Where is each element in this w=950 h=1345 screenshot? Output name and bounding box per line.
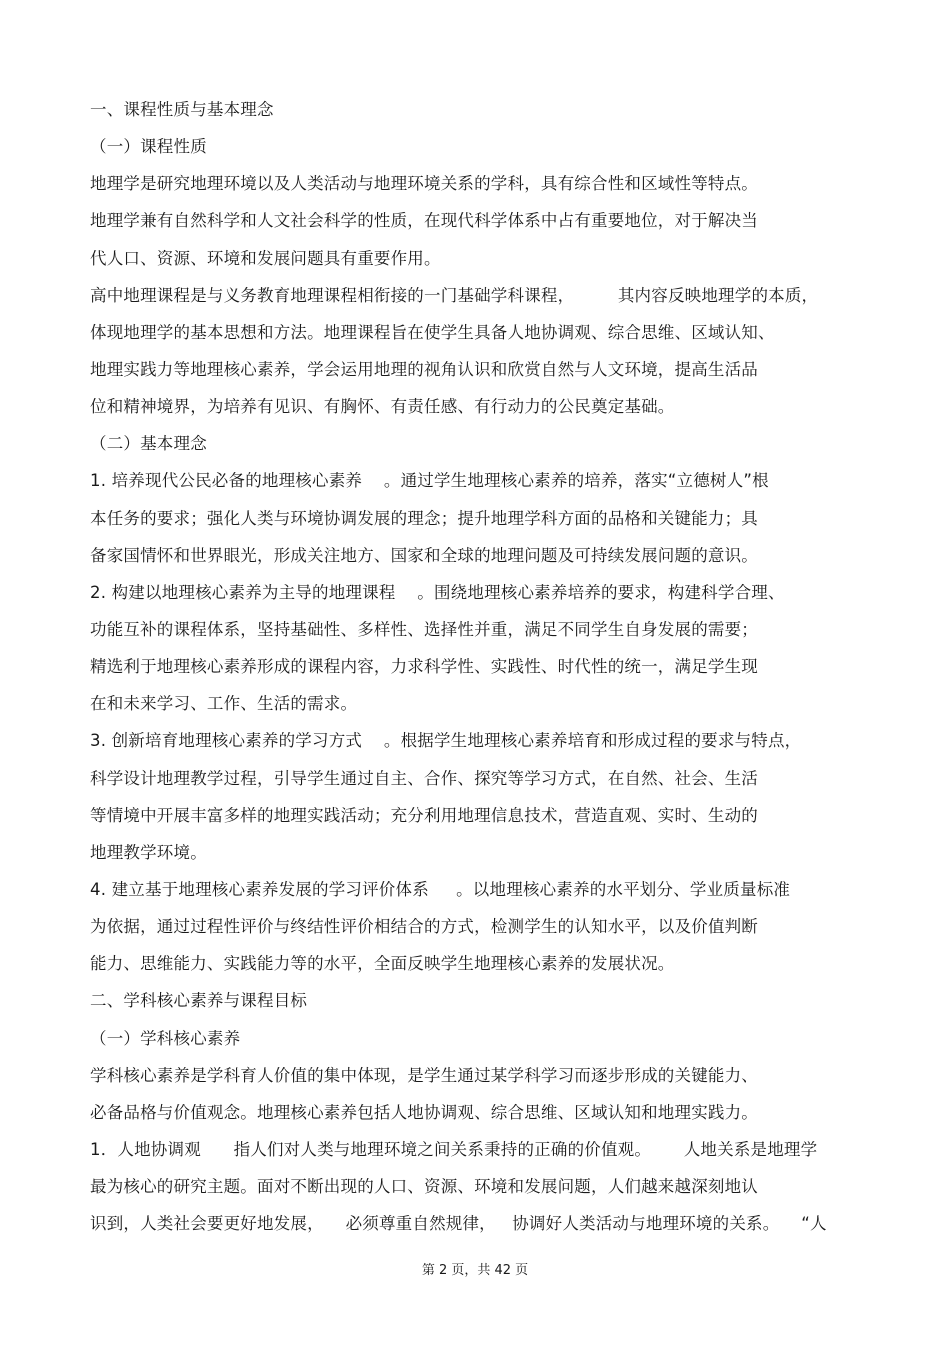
list-item-line: 1. 培养现代公民必备的地理核心素养 。通过学生地理核心素养的培养，落实“立德树人”根 <box>90 471 769 491</box>
paragraph-line: 在和未来学习、工作、生活的需求。 <box>90 694 358 714</box>
subsection-heading: （二）基本理念 <box>90 434 207 454</box>
list-item-line: 4. 建立基于地理核心素养发展的学习评价体系 。以地理核心素养的水平划分、学业质量标准 <box>90 879 791 899</box>
paragraph-line: 最为核心的研究主题。面对不断出现的人口、资源、环境和发展问题，人们越来越深刻地认 <box>90 1177 758 1197</box>
subsection-heading: （一）课程性质 <box>90 137 207 157</box>
paragraph-line: 必备品格与价值观念。地理核心素养包括人地协调观、综合思维、区域认知和地理实践力。 <box>90 1102 758 1122</box>
paragraph-line: 代人口、资源、环境和发展问题具有重要作用。 <box>90 248 441 268</box>
list-item-line: 2. 构建以地理核心素养为主导的地理课程 。围绕地理核心素养培养的要求，构建科学合理、 <box>90 582 785 602</box>
paragraph-line: 能力、思维能力、实践能力等的水平，全面反映学生地理核心素养的发展状况。 <box>90 954 675 974</box>
paragraph-line: 学科核心素养是学科育人价值的集中体现，是学生通过某学科学习而逐步形成的关键能力、 <box>90 1065 758 1085</box>
paragraph-line: 等情境中开展丰富多样的地理实践活动；充分利用地理信息技术，营造直观、实时、生动的 <box>90 805 758 825</box>
paragraph-line: 地理学是研究地理环境以及人类活动与地理环境关系的学科，具有综合性和区域性等特点。 <box>90 174 758 194</box>
document-body <box>90 98 890 1249</box>
subsection-heading: （一）学科核心素养 <box>90 1028 241 1048</box>
paragraph-line: 精选利于地理核心素养形成的课程内容，力求科学性、实践性、时代性的统一，满足学生现 <box>90 657 758 677</box>
section-heading: 二、学科核心素养与课程目标 <box>90 991 308 1011</box>
list-item-line: 3. 创新培育地理核心素养的学习方式 。根据学生地理核心素养培育和形成过程的要求与特点， <box>90 731 802 751</box>
paragraph-line: 功能互补的课程体系，坚持基础性、多样性、选择性并重，满足不同学生自身发展的需要； <box>90 619 758 639</box>
paragraph-line: 备家国情怀和世界眼光，形成关注地方、国家和全球的地理问题及可持续发展问题的意识。 <box>90 545 758 565</box>
section-heading: 一、课程性质与基本理念 <box>90 100 274 119</box>
paragraph-line: 本任务的要求；强化人类与环境协调发展的理念；提升地理学科方面的品格和关键能力；具 <box>90 508 758 528</box>
paragraph-line: 科学设计地理教学过程，引导学生通过自主、合作、探究等学习方式，在自然、社会、生活 <box>90 768 758 788</box>
paragraph-line: 体现地理学的基本思想和方法。地理课程旨在使学生具备人地协调观、综合思维、区域认知、 <box>90 322 775 342</box>
paragraph-line: 地理教学环境。 <box>90 842 207 862</box>
page-footer: 第 2 页，共 42 页 <box>421 1263 529 1278</box>
paragraph-line: 地理学兼有自然科学和人文社会科学的性质，在现代科学体系中占有重要地位，对于解决当 <box>90 211 758 231</box>
paragraph-line: 高中地理课程是与义务教育地理课程相衔接的一门基础学科课程， 其内容反映地理学的本质， <box>90 285 819 305</box>
paragraph-line: 识到，人类社会要更好地发展， 必须尊重自然规律， 协调好人类活动与地理环境的关系。 “人 <box>90 1214 827 1234</box>
paragraph-line: 地理实践力等地理核心素养，学会运用地理的视角认识和欣赏自然与人文环境，提高生活品 <box>90 359 758 379</box>
paragraph-line: 位和精神境界，为培养有见识、有胸怀、有责任感、有行动力的公民奠定基础。 <box>90 397 675 417</box>
list-item-line: 1．人地协调观 指人们对人类与地理环境之间关系秉持的正确的价值观。 人地关系是地理学 <box>90 1139 818 1159</box>
paragraph-line: 为依据，通过过程性评价与终结性评价相结合的方式，检测学生的认知水平，以及价值判断 <box>90 917 758 937</box>
